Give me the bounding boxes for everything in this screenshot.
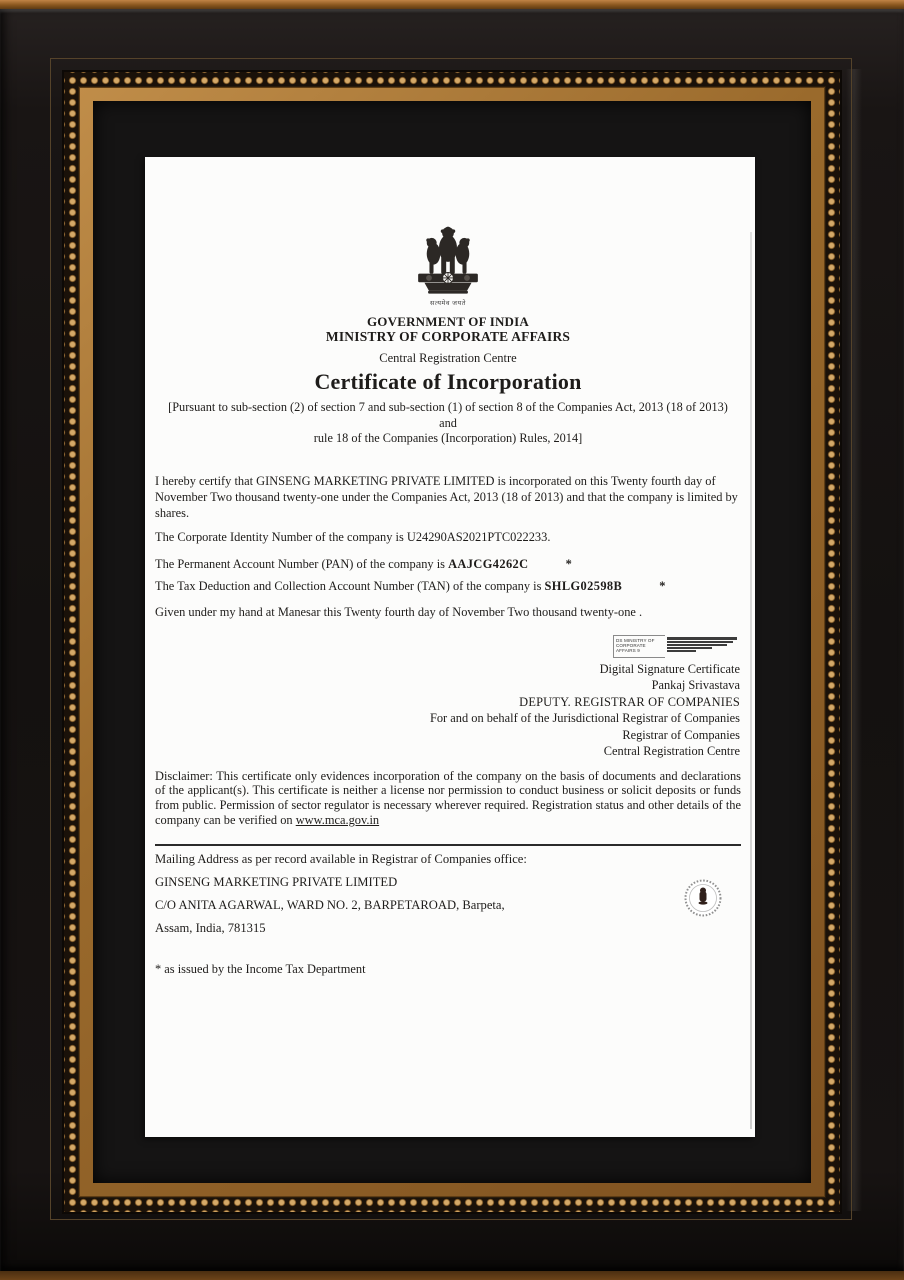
signature-block xyxy=(155,661,741,760)
pan-label: The Permanent Account Number (PAN) of the company is xyxy=(155,556,449,571)
tan-line xyxy=(155,579,741,594)
emblem-motto: सत्यमेव जयते xyxy=(430,300,466,307)
dsc-stamp-row xyxy=(155,635,741,658)
certificate-paper xyxy=(145,157,755,1137)
sig-line-roc: Registrar of Companies xyxy=(622,727,740,742)
stamp-line2: CORPORATE AFFAIRS 9 xyxy=(616,642,646,654)
pan-tan-footnote: * as issued by the Income Tax Department xyxy=(155,962,366,977)
stamp-authority-text xyxy=(613,635,665,658)
mat-board xyxy=(93,101,811,1183)
stamp-signature-lines xyxy=(665,635,735,658)
subtitle-line2: rule 18 of the Companies (Incorporation) Rules, 2014] xyxy=(313,431,583,445)
government-of-india-heading: GOVERNMENT OF INDIA xyxy=(367,314,529,329)
pan-asterisk: * xyxy=(565,556,572,571)
certify-paragraph: I hereby certify that GINSENG MARKETING PRIVATE LIMITED is incorporated on this Twenty fourth day of November Two thousand twenty-one under the Companies Act, 2013 (18 of 2013) and that the company is limited by shares. xyxy=(155,473,738,520)
sig-line-crc: Central Registration Centre xyxy=(603,744,740,758)
roc-seal-icon xyxy=(683,878,723,918)
given-under-hand-line: Given under my hand at Manesar this Twenty fourth day of November Two thousand twenty-one . xyxy=(155,604,643,619)
frame-wood-edge-top xyxy=(0,0,904,9)
frame-bead-trim xyxy=(64,72,840,1212)
disclaimer-text: Disclaimer: This certificate only evidences incorporation of the company on the basis of documents and declarations of the applicant(s). This certificate is neither a license nor permission to conduct business or solicit deposits or funds from public. Permission of sector regulator is necessary wherever required. Registration status and other details of the company can be verified on xyxy=(155,768,741,828)
disclaimer-paragraph xyxy=(155,769,741,829)
tan-value: SHLG02598B xyxy=(544,578,623,593)
mailing-company-name: GINSENG MARKETING PRIVATE LIMITED xyxy=(155,875,398,890)
sig-line-designation: DEPUTY. REGISTRAR OF COMPANIES xyxy=(519,694,740,709)
pursuant-subtitle xyxy=(158,400,738,447)
sig-line-dsc: Digital Signature Certificate xyxy=(599,661,740,676)
mailing-address-heading: Mailing Address as per record available in Registrar of Companies office: xyxy=(155,852,527,867)
tan-asterisk: * xyxy=(659,578,666,593)
ministry-heading: MINISTRY OF CORPORATE AFFAIRS xyxy=(325,329,571,344)
frame-wood-edge-bottom xyxy=(0,1271,904,1280)
mailing-address-section xyxy=(155,852,741,936)
tan-label: The Tax Deduction and Collection Account Number (TAN) of the company is xyxy=(155,578,545,593)
cin-value: U24290AS2021PTC022233. xyxy=(406,529,551,544)
frame-copper-trim xyxy=(79,87,825,1197)
subtitle-line1: [Pursuant to sub-section (2) of section 7 and sub-section (1) of section 8 of the Companies Act, 2013 (18 of 2013) and xyxy=(168,400,728,430)
cin-label: The Corporate Identity Number of the company is xyxy=(155,529,407,544)
mailing-region-line: Assam, India, 781315 xyxy=(155,921,266,936)
section-divider xyxy=(155,844,741,846)
mca-website-link: www.mca.gov.in xyxy=(295,813,380,828)
pan-line xyxy=(155,557,741,572)
registration-centre-heading: Central Registration Centre xyxy=(379,351,517,365)
pan-value: AAJCG4262C xyxy=(448,556,529,571)
emblem-block xyxy=(155,223,741,309)
certificate-title: Certificate of Incorporation xyxy=(314,369,582,394)
sig-line-behalf: For and on behalf of the Jurisdictional Registrar of Companies xyxy=(429,711,740,725)
sig-line-name: Pankaj Srivastava xyxy=(651,678,740,692)
cin-line xyxy=(155,530,741,545)
stamp-line1: DS MINISTRY OF xyxy=(616,637,655,643)
digital-signature-stamp xyxy=(613,635,735,658)
india-emblem-icon xyxy=(407,223,489,299)
mailing-street-line: C/O ANITA AGARWAL, WARD NO. 2, BARPETAROAD, Barpeta, xyxy=(155,898,505,913)
